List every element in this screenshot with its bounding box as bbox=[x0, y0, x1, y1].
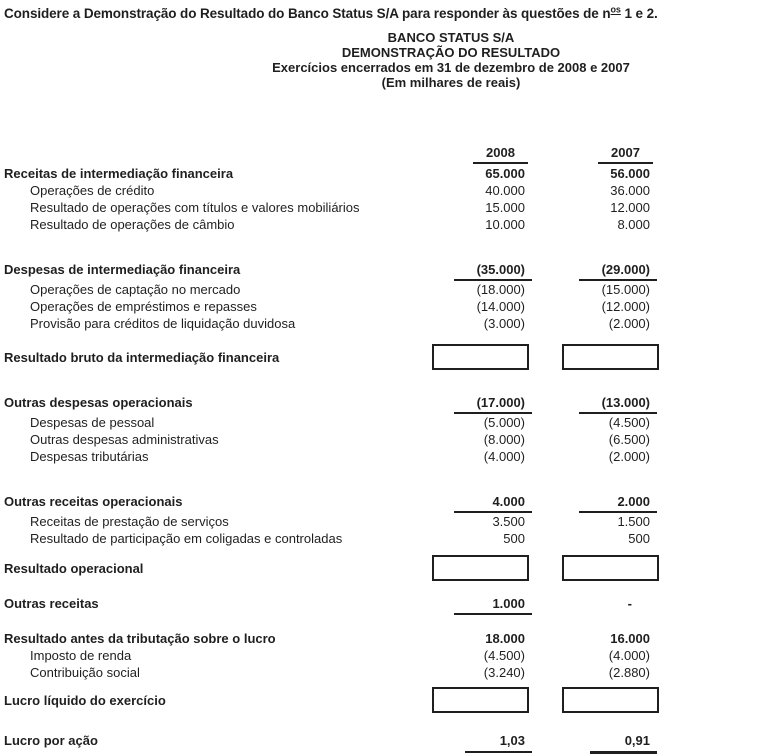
value-cell-2007 bbox=[562, 630, 657, 647]
value-cell-2008 bbox=[432, 448, 532, 465]
value-cell-2008 bbox=[432, 414, 532, 431]
value-2008: 65.000 bbox=[485, 166, 525, 181]
value-cell-2008 bbox=[432, 216, 532, 233]
value-cell-2007 bbox=[562, 595, 657, 612]
value-2007: 1.500 bbox=[617, 514, 650, 529]
value-2007: (29.000) bbox=[579, 261, 657, 281]
value-2007: 8.000 bbox=[617, 217, 650, 232]
row-label: Despesas de pessoal bbox=[30, 415, 155, 430]
value-2007: 500 bbox=[628, 531, 650, 546]
value-cell-2008 bbox=[432, 595, 532, 615]
instruction-text-start: Considere a Demonstração do Resultado do Banco Status S/A para responder às questões de n bbox=[4, 6, 611, 21]
value-cell-2008 bbox=[432, 513, 532, 530]
value-2007: 56.000 bbox=[610, 166, 650, 181]
value-2007: (13.000) bbox=[579, 394, 657, 414]
answer-box-2007 bbox=[562, 687, 659, 713]
value-2008: 3.500 bbox=[492, 514, 525, 529]
value-2008: (4.000) bbox=[483, 449, 525, 464]
value-cell-2007 bbox=[562, 414, 657, 431]
value-2008: (17.000) bbox=[454, 394, 532, 414]
value-cell-2007 bbox=[562, 664, 657, 681]
statement-row bbox=[0, 344, 757, 370]
value-2008: 10.000 bbox=[485, 217, 525, 232]
year-column-label: 2007 bbox=[598, 144, 653, 164]
statement-row bbox=[0, 493, 757, 513]
value-cell-2007 bbox=[562, 165, 657, 182]
answer-box-2008 bbox=[432, 344, 529, 370]
statement-row bbox=[0, 630, 757, 647]
value-2007: (2.000) bbox=[608, 449, 650, 464]
value-cell-2007 bbox=[562, 394, 657, 414]
company-name: BANCO STATUS S/A bbox=[387, 30, 515, 45]
row-label: Lucro por ação bbox=[4, 733, 98, 748]
statement-row bbox=[0, 281, 757, 298]
statement-row bbox=[0, 216, 757, 233]
row-label: Resultado de operações de câmbio bbox=[30, 217, 235, 232]
row-label: Provisão para créditos de liquidação duvidosa bbox=[30, 316, 296, 331]
statement-row bbox=[0, 513, 757, 530]
value-cell-2007 bbox=[562, 199, 657, 216]
value-2008: 15.000 bbox=[485, 200, 525, 215]
statement-row bbox=[0, 732, 757, 754]
value-2008: (3.240) bbox=[483, 665, 525, 680]
row-label: Outras receitas bbox=[4, 596, 99, 611]
column-header-row bbox=[0, 144, 757, 165]
value-cell-2007 bbox=[562, 732, 657, 754]
value-cell-2008 bbox=[432, 493, 532, 513]
value-2007: - bbox=[627, 596, 632, 611]
value-2008: 40.000 bbox=[485, 183, 525, 198]
row-label: Receitas de intermediação financeira bbox=[4, 166, 234, 181]
value-cell-2008 bbox=[432, 199, 532, 216]
value-cell-2007 bbox=[562, 344, 657, 370]
value-2007: (4.000) bbox=[608, 648, 650, 663]
value-2008: (18.000) bbox=[476, 282, 525, 297]
statement-row bbox=[0, 530, 757, 547]
answer-box-2008 bbox=[432, 687, 529, 713]
row-label: Outras receitas operacionais bbox=[4, 494, 183, 509]
value-2008: 4.000 bbox=[454, 493, 532, 513]
value-cell-2007 bbox=[562, 281, 657, 298]
value-2007: (2.000) bbox=[608, 316, 650, 331]
value-2007: (4.500) bbox=[608, 415, 650, 430]
right-margin bbox=[657, 156, 757, 157]
row-label: Outras despesas administrativas bbox=[30, 432, 219, 447]
row-label: Resultado antes da tributação sobre o lucro bbox=[4, 631, 276, 646]
answer-box-2008 bbox=[432, 555, 529, 581]
value-cell-2007 bbox=[562, 182, 657, 199]
row-label-spacer bbox=[0, 156, 432, 157]
value-cell-2008 bbox=[432, 298, 532, 315]
value-cell-2008 bbox=[432, 281, 532, 298]
row-label: Contribuição social bbox=[30, 665, 140, 680]
value-2008: (35.000) bbox=[454, 261, 532, 281]
row-label: Imposto de renda bbox=[30, 648, 132, 663]
statement-row bbox=[0, 448, 757, 465]
value-cell-2008 bbox=[432, 732, 532, 754]
value-cell-2008 bbox=[432, 630, 532, 647]
value-cell-2007 bbox=[562, 298, 657, 315]
statement-row bbox=[0, 555, 757, 581]
value-cell-2007 bbox=[562, 555, 657, 581]
value-cell-2007 bbox=[562, 530, 657, 547]
statement-unit: (Em milhares de reais) bbox=[381, 75, 521, 90]
row-label: Resultado operacional bbox=[4, 560, 144, 576]
value-cell-2008 bbox=[432, 344, 532, 370]
value-2008: (5.000) bbox=[483, 415, 525, 430]
value-cell-2008 bbox=[432, 315, 532, 332]
value-cell-2008 bbox=[432, 647, 532, 664]
statement-title: DEMONSTRAÇÃO DO RESULTADO bbox=[341, 45, 561, 60]
year-column-2007 bbox=[562, 144, 657, 165]
statement-header bbox=[0, 30, 757, 90]
row-label: Outras despesas operacionais bbox=[4, 395, 193, 410]
value-2008: 500 bbox=[503, 531, 525, 546]
value-cell-2007 bbox=[562, 493, 657, 513]
value-2008: 18.000 bbox=[485, 631, 525, 646]
row-label: Operações de crédito bbox=[30, 183, 155, 198]
statement-row bbox=[0, 431, 757, 448]
value-cell-2008 bbox=[432, 687, 532, 713]
row-label: Resultado de operações com títulos e valores mobiliários bbox=[30, 200, 360, 215]
value-2007: (2.880) bbox=[608, 665, 650, 680]
value-cell-2007 bbox=[562, 647, 657, 664]
statement-row bbox=[0, 261, 757, 281]
statement-row bbox=[0, 165, 757, 182]
value-cell-2008 bbox=[432, 664, 532, 681]
value-2007: 12.000 bbox=[610, 200, 650, 215]
value-2008: (4.500) bbox=[483, 648, 525, 663]
value-cell-2008 bbox=[432, 182, 532, 199]
value-cell-2008 bbox=[432, 394, 532, 414]
instruction-text bbox=[0, 0, 757, 22]
statement-row bbox=[0, 315, 757, 332]
row-label: Resultado de participação em coligadas e controladas bbox=[30, 531, 343, 546]
value-cell-2007 bbox=[562, 216, 657, 233]
ordinal-superscript: os bbox=[610, 4, 621, 15]
value-cell-2008 bbox=[432, 165, 532, 182]
statement-row bbox=[0, 199, 757, 216]
value-2007: (12.000) bbox=[601, 299, 650, 314]
value-2007: 16.000 bbox=[610, 631, 650, 646]
value-cell-2007 bbox=[562, 513, 657, 530]
statement-row bbox=[0, 664, 757, 681]
value-cell-2007 bbox=[562, 431, 657, 448]
income-statement-table bbox=[0, 144, 757, 754]
value-cell-2008 bbox=[432, 530, 532, 547]
value-2008: 1,03 bbox=[465, 732, 532, 754]
row-label: Operações de empréstimos e repasses bbox=[30, 299, 257, 314]
value-2008: (3.000) bbox=[483, 316, 525, 331]
value-2008: 1.000 bbox=[454, 595, 532, 615]
value-2007: (15.000) bbox=[601, 282, 650, 297]
value-cell-2007 bbox=[562, 315, 657, 332]
answer-box-2007 bbox=[562, 344, 659, 370]
year-column-label: 2008 bbox=[473, 144, 528, 164]
value-cell-2008 bbox=[432, 555, 532, 581]
value-cell-2007 bbox=[562, 448, 657, 465]
value-2007: (6.500) bbox=[608, 432, 650, 447]
row-label: Despesas tributárias bbox=[30, 449, 149, 464]
value-cell-2007 bbox=[562, 687, 657, 713]
statement-row bbox=[0, 298, 757, 315]
row-label: Receitas de prestação de serviços bbox=[30, 514, 229, 529]
value-2008: (14.000) bbox=[476, 299, 525, 314]
answer-box-2007 bbox=[562, 555, 659, 581]
value-cell-2007 bbox=[562, 261, 657, 281]
value-2008: (8.000) bbox=[483, 432, 525, 447]
statement-row bbox=[0, 647, 757, 664]
row-label: Resultado bruto da intermediação financeira bbox=[4, 349, 280, 365]
value-2007: 2.000 bbox=[579, 493, 657, 513]
statement-row bbox=[0, 182, 757, 199]
year-column-2008 bbox=[432, 144, 532, 165]
statement-row bbox=[0, 414, 757, 431]
column-gap bbox=[532, 156, 562, 157]
statement-row bbox=[0, 595, 757, 615]
instruction-text-end: 1 e 2. bbox=[620, 6, 658, 21]
statement-row bbox=[0, 687, 757, 713]
row-label: Despesas de intermediação financeira bbox=[4, 262, 241, 277]
value-cell-2008 bbox=[432, 431, 532, 448]
row-label: Operações de captação no mercado bbox=[30, 282, 241, 297]
value-cell-2008 bbox=[432, 261, 532, 281]
row-label: Lucro líquido do exercício bbox=[4, 692, 166, 708]
statement-period: Exercícios encerrados em 31 de dezembro de 2008 e 2007 bbox=[272, 60, 630, 75]
value-2007: 0,91 bbox=[590, 732, 657, 754]
value-2007: 36.000 bbox=[610, 183, 650, 198]
statement-row bbox=[0, 394, 757, 414]
